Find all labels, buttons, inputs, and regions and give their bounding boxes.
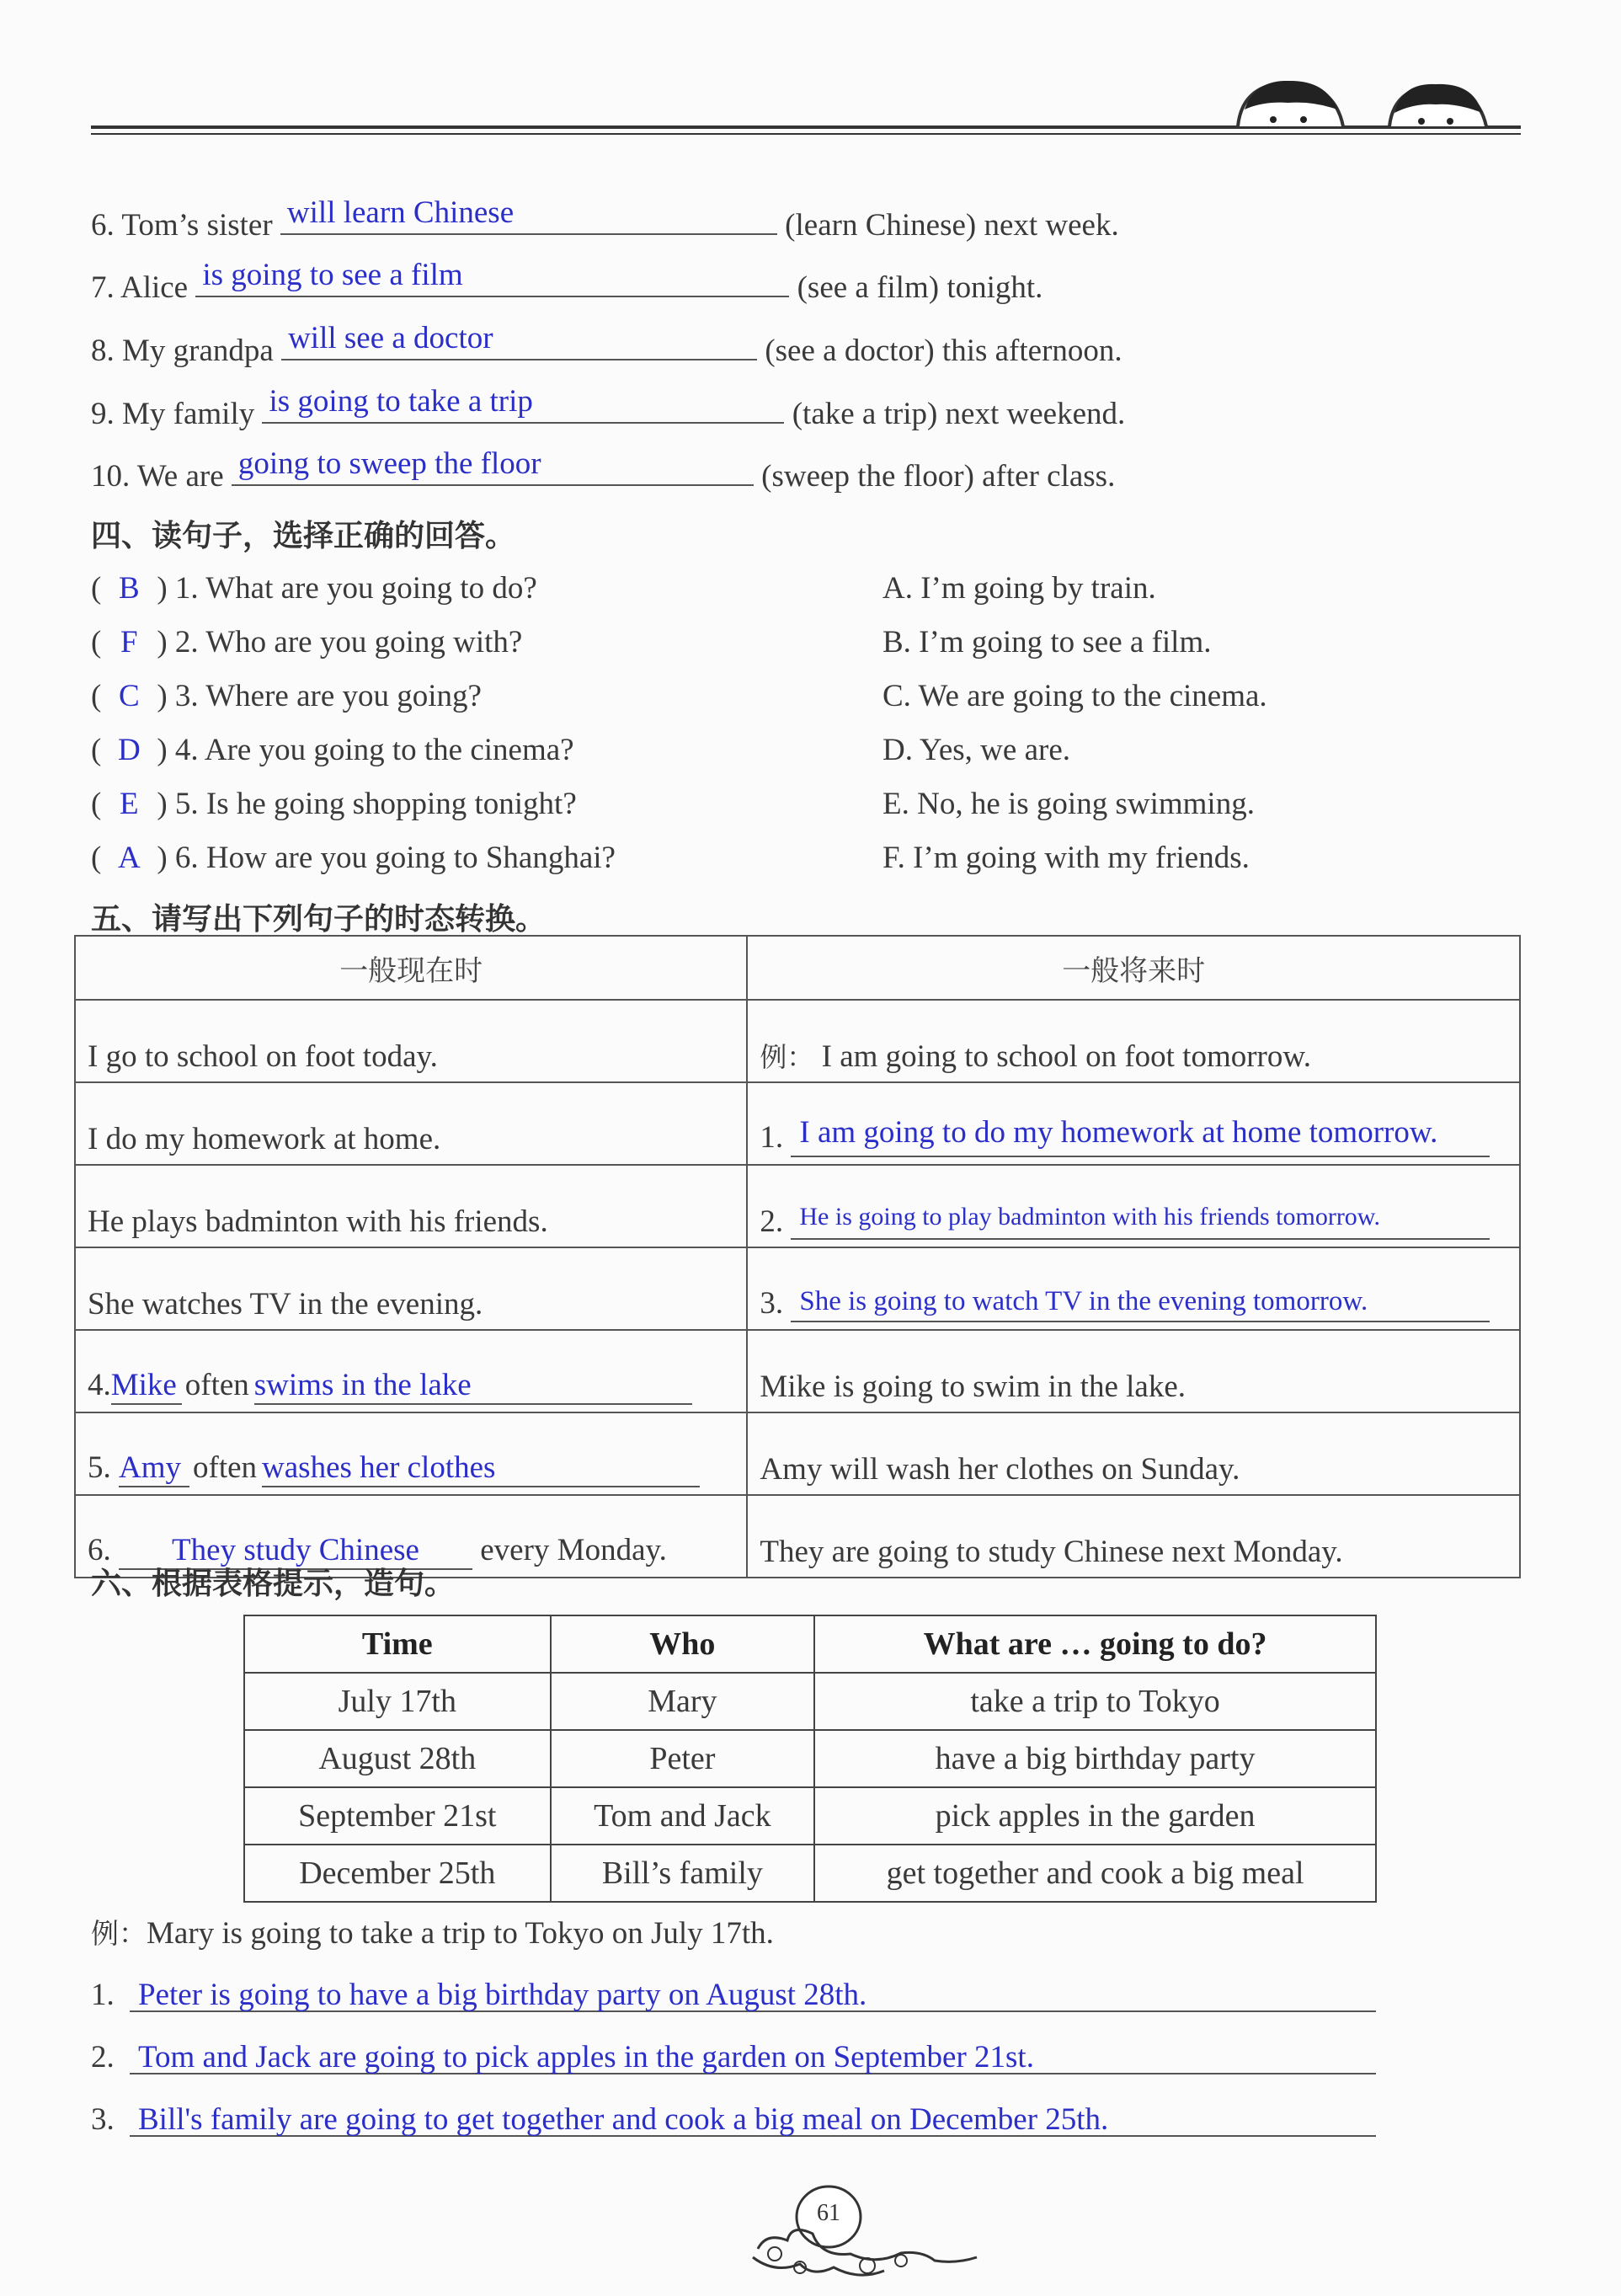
option-e: E. No, he is going swimming. xyxy=(882,787,1255,821)
option-a: A. I’m going by train. xyxy=(882,571,1156,606)
choice-answer[interactable]: B xyxy=(118,571,140,606)
choice-answer[interactable]: A xyxy=(117,841,141,875)
table-header-row xyxy=(75,936,1520,1000)
sentence-answer-1: 1. Peter is going to have a big birthday party on August 28th. xyxy=(91,1979,1376,2012)
table-row: He plays badminton with his friends. 2. He is going to play badminton with his friends tomorrow. xyxy=(75,1165,1520,1247)
answer-blank[interactable]: She is going to watch TV in the evening tomorrow. xyxy=(791,1289,1490,1322)
choice-question-5: ( E ) 5. Is he going shopping tonight? xyxy=(91,787,577,821)
column-header-present: 一般现在时 xyxy=(75,936,747,1000)
page-number: 61 xyxy=(817,2200,840,2226)
table-row: I do my homework at home. 1. I am going to do my homework at home tomorrow. xyxy=(75,1082,1520,1165)
answer-blank[interactable]: They study Chinese xyxy=(119,1532,472,1570)
option-f: F. I’m going with my friends. xyxy=(882,841,1250,875)
answer-blank[interactable]: I am going to do my homework at home tomorrow. xyxy=(791,1119,1490,1157)
choice-question-1: ( B ) 1. What are you going to do? xyxy=(91,571,537,606)
handwritten-answer: is going to take a trip xyxy=(269,384,533,419)
choice-question-3: ( C ) 3. Where are you going? xyxy=(91,679,482,713)
section5-title: 五、请写出下列句子的时态转换。 xyxy=(91,902,547,937)
handwritten-answer: will see a doctor xyxy=(288,321,493,355)
choice-answer[interactable]: D xyxy=(117,733,141,767)
table-row: September 21st Tom and Jack pick apples in the garden xyxy=(244,1787,1376,1845)
choice-question-6: ( A ) 6. How are you going to Shanghai? xyxy=(91,841,616,875)
table-row: August 28th Peter have a big birthday party xyxy=(244,1730,1376,1787)
header-rule-thin xyxy=(91,133,1521,135)
table-row: July 17th Mary take a trip to Tokyo xyxy=(244,1673,1376,1730)
choice-question-4: ( D ) 4. Are you going to the cinema? xyxy=(91,733,574,767)
fill-blank-item-8: 8. My grandpa will see a doctor (see a doctor) this afternoon. xyxy=(91,321,1122,368)
fill-blank-item-6: 6. Tom’s sister will learn Chinese (learn Chinese) next week. xyxy=(91,195,1119,243)
answer-blank[interactable] xyxy=(262,384,784,424)
answer-blank[interactable]: He is going to play badminton with his friends tomorrow. xyxy=(791,1209,1490,1240)
schedule-table xyxy=(243,1615,1377,1903)
cartoon-faces-icon xyxy=(1229,76,1516,128)
tense-conversion-table xyxy=(74,935,1521,1578)
answer-blank[interactable]: swims in the lake xyxy=(254,1367,692,1405)
sentence-answer-2: 2. Tom and Jack are going to pick apples in the garden on September 21st. xyxy=(91,2042,1376,2074)
answer-blank[interactable]: Amy xyxy=(119,1450,189,1487)
option-d: D. Yes, we are. xyxy=(882,733,1070,767)
choice-answer[interactable]: E xyxy=(120,787,139,821)
table-row: 6. They study Chinese every Monday. They are going to study Chinese next Monday. xyxy=(75,1495,1520,1578)
section4-title: 四、读句子，选择正确的回答。 xyxy=(91,519,516,553)
table-row: December 25th Bill’s family get together and cook a big meal xyxy=(244,1845,1376,1902)
choice-answer[interactable]: F xyxy=(120,625,138,659)
table-row: I go to school on foot today. 例： I am going to school on foot tomorrow. xyxy=(75,1000,1520,1082)
fill-blank-item-7: 7. Alice is going to see a film (see a film) tonight. xyxy=(91,258,1043,305)
sentence-answer-3: 3. Bill's family are going to get together and cook a big meal on December 25th. xyxy=(91,2104,1376,2137)
handwritten-answer: is going to see a film xyxy=(202,258,463,292)
cloud-ornament-icon xyxy=(741,2173,985,2283)
table-row: 4.Mike often swims in the lake Mike is going to swim in the lake. xyxy=(75,1330,1520,1412)
answer-blank[interactable] xyxy=(281,321,757,360)
answer-blank[interactable]: Bill's family are going to get together and cook a big meal on December 25th. xyxy=(130,2104,1376,2137)
answer-blank[interactable]: Mike xyxy=(111,1367,182,1405)
answer-blank[interactable] xyxy=(232,446,754,486)
table-row: She watches TV in the evening. 3. She is going to watch TV in the evening tomorrow. xyxy=(75,1247,1520,1330)
section6-title: 六、根据表格提示，造句。 xyxy=(91,1567,456,1601)
fill-blank-item-9: 9. My family is going to take a trip (take a trip) next weekend. xyxy=(91,384,1126,431)
answer-blank[interactable]: washes her clothes xyxy=(262,1450,700,1487)
table-row: 5. Amy often washes her clothes Amy will wash her clothes on Sunday. xyxy=(75,1412,1520,1495)
table-header-row: Time Who What are … going to do? xyxy=(244,1615,1376,1673)
section6-example: 例：Mary is going to take a trip to Tokyo on July 17th. xyxy=(91,1916,774,1951)
answer-blank[interactable]: Peter is going to have a big birthday party on August 28th. xyxy=(130,1979,1376,2012)
option-c: C. We are going to the cinema. xyxy=(882,679,1267,713)
column-header-future: 一般将来时 xyxy=(747,936,1520,1000)
handwritten-answer: will learn Chinese xyxy=(286,195,515,230)
handwritten-answer: going to sweep the floor xyxy=(237,446,541,481)
answer-blank[interactable]: Tom and Jack are going to pick apples in the garden on September 21st. xyxy=(130,2042,1376,2074)
answer-blank[interactable] xyxy=(280,195,777,235)
choice-question-2: ( F ) 2. Who are you going with? xyxy=(91,625,523,659)
fill-blank-item-10: 10. We are going to sweep the floor (sweep the floor) after class. xyxy=(91,446,1116,494)
option-b: B. I’m going to see a film. xyxy=(882,625,1212,659)
choice-answer[interactable]: C xyxy=(118,679,140,713)
